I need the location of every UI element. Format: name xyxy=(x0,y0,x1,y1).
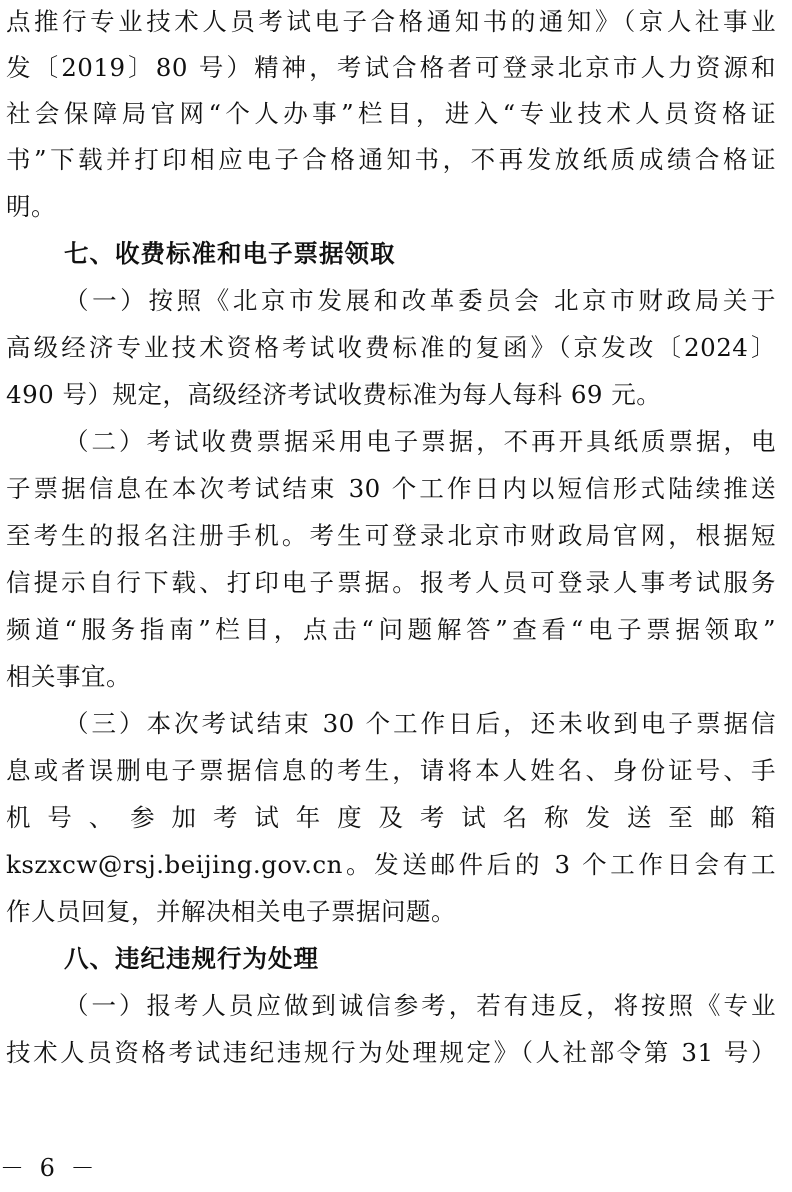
page-number: － 6 － xyxy=(0,1154,99,1182)
body-line: 机号、参加考试年度及考试名称发送至邮箱 xyxy=(6,803,776,832)
body-line: 子票据信息在本次考试结束 30 个工作日内以短信形式陆续推送 xyxy=(6,474,776,503)
body-line: 发〔2019〕80 号）精神，考试合格者可登录北京市人力资源和 xyxy=(6,53,776,82)
email-line: kszxcw@rsj.beijing.gov.cn。发送邮件后的 3 个工作日会有工 xyxy=(6,850,776,879)
body-line: 信提示自行下载、打印电子票据。报考人员可登录人事考试服务 xyxy=(6,568,776,597)
paragraph-line: （三）本次考试结束 30 个工作日后，还未收到电子票据信 xyxy=(64,709,776,738)
body-line: 490 号）规定，高级经济考试收费标准为每人每科 69 元。 xyxy=(6,380,662,409)
body-line: 频道“服务指南”栏目，点击“问题解答”查看“电子票据领取” xyxy=(6,615,776,644)
body-line: 作人员回复，并解决相关电子票据问题。 xyxy=(6,897,456,926)
section-heading-violations: 八、违纪违规行为处理 xyxy=(64,944,319,973)
body-line: 相关事宜。 xyxy=(6,662,131,691)
body-line: 明。 xyxy=(6,192,56,221)
body-line: 高级经济专业技术资格考试收费标准的复函》（京发改〔2024〕 xyxy=(6,333,776,362)
paragraph-line: （一）报考人员应做到诚信参考，若有违反，将按照《专业 xyxy=(64,991,776,1020)
body-line: 息或者误删电子票据信息的考生，请将本人姓名、身份证号、手 xyxy=(6,756,776,785)
body-line: 书”下载并打印相应电子合格通知书，不再发放纸质成绩合格证 xyxy=(6,145,776,174)
paragraph-line: （一）按照《北京市发展和改革委员会 北京市财政局关于 xyxy=(64,286,776,315)
body-line: 点推行专业技术人员考试电子合格通知书的通知》（京人社事业 xyxy=(6,7,776,36)
section-heading-fees: 七、收费标准和电子票据领取 xyxy=(64,239,396,268)
body-line: 至考生的报名注册手机。考生可登录北京市财政局官网，根据短 xyxy=(6,521,776,550)
paragraph-line: （二）考试收费票据采用电子票据，不再开具纸质票据，电 xyxy=(64,427,776,456)
body-line: 技术人员资格考试违纪违规行为处理规定》（人社部令第 31 号） xyxy=(6,1038,776,1067)
body-line: 社会保障局官网“个人办事”栏目，进入“专业技术人员资格证 xyxy=(6,99,776,128)
